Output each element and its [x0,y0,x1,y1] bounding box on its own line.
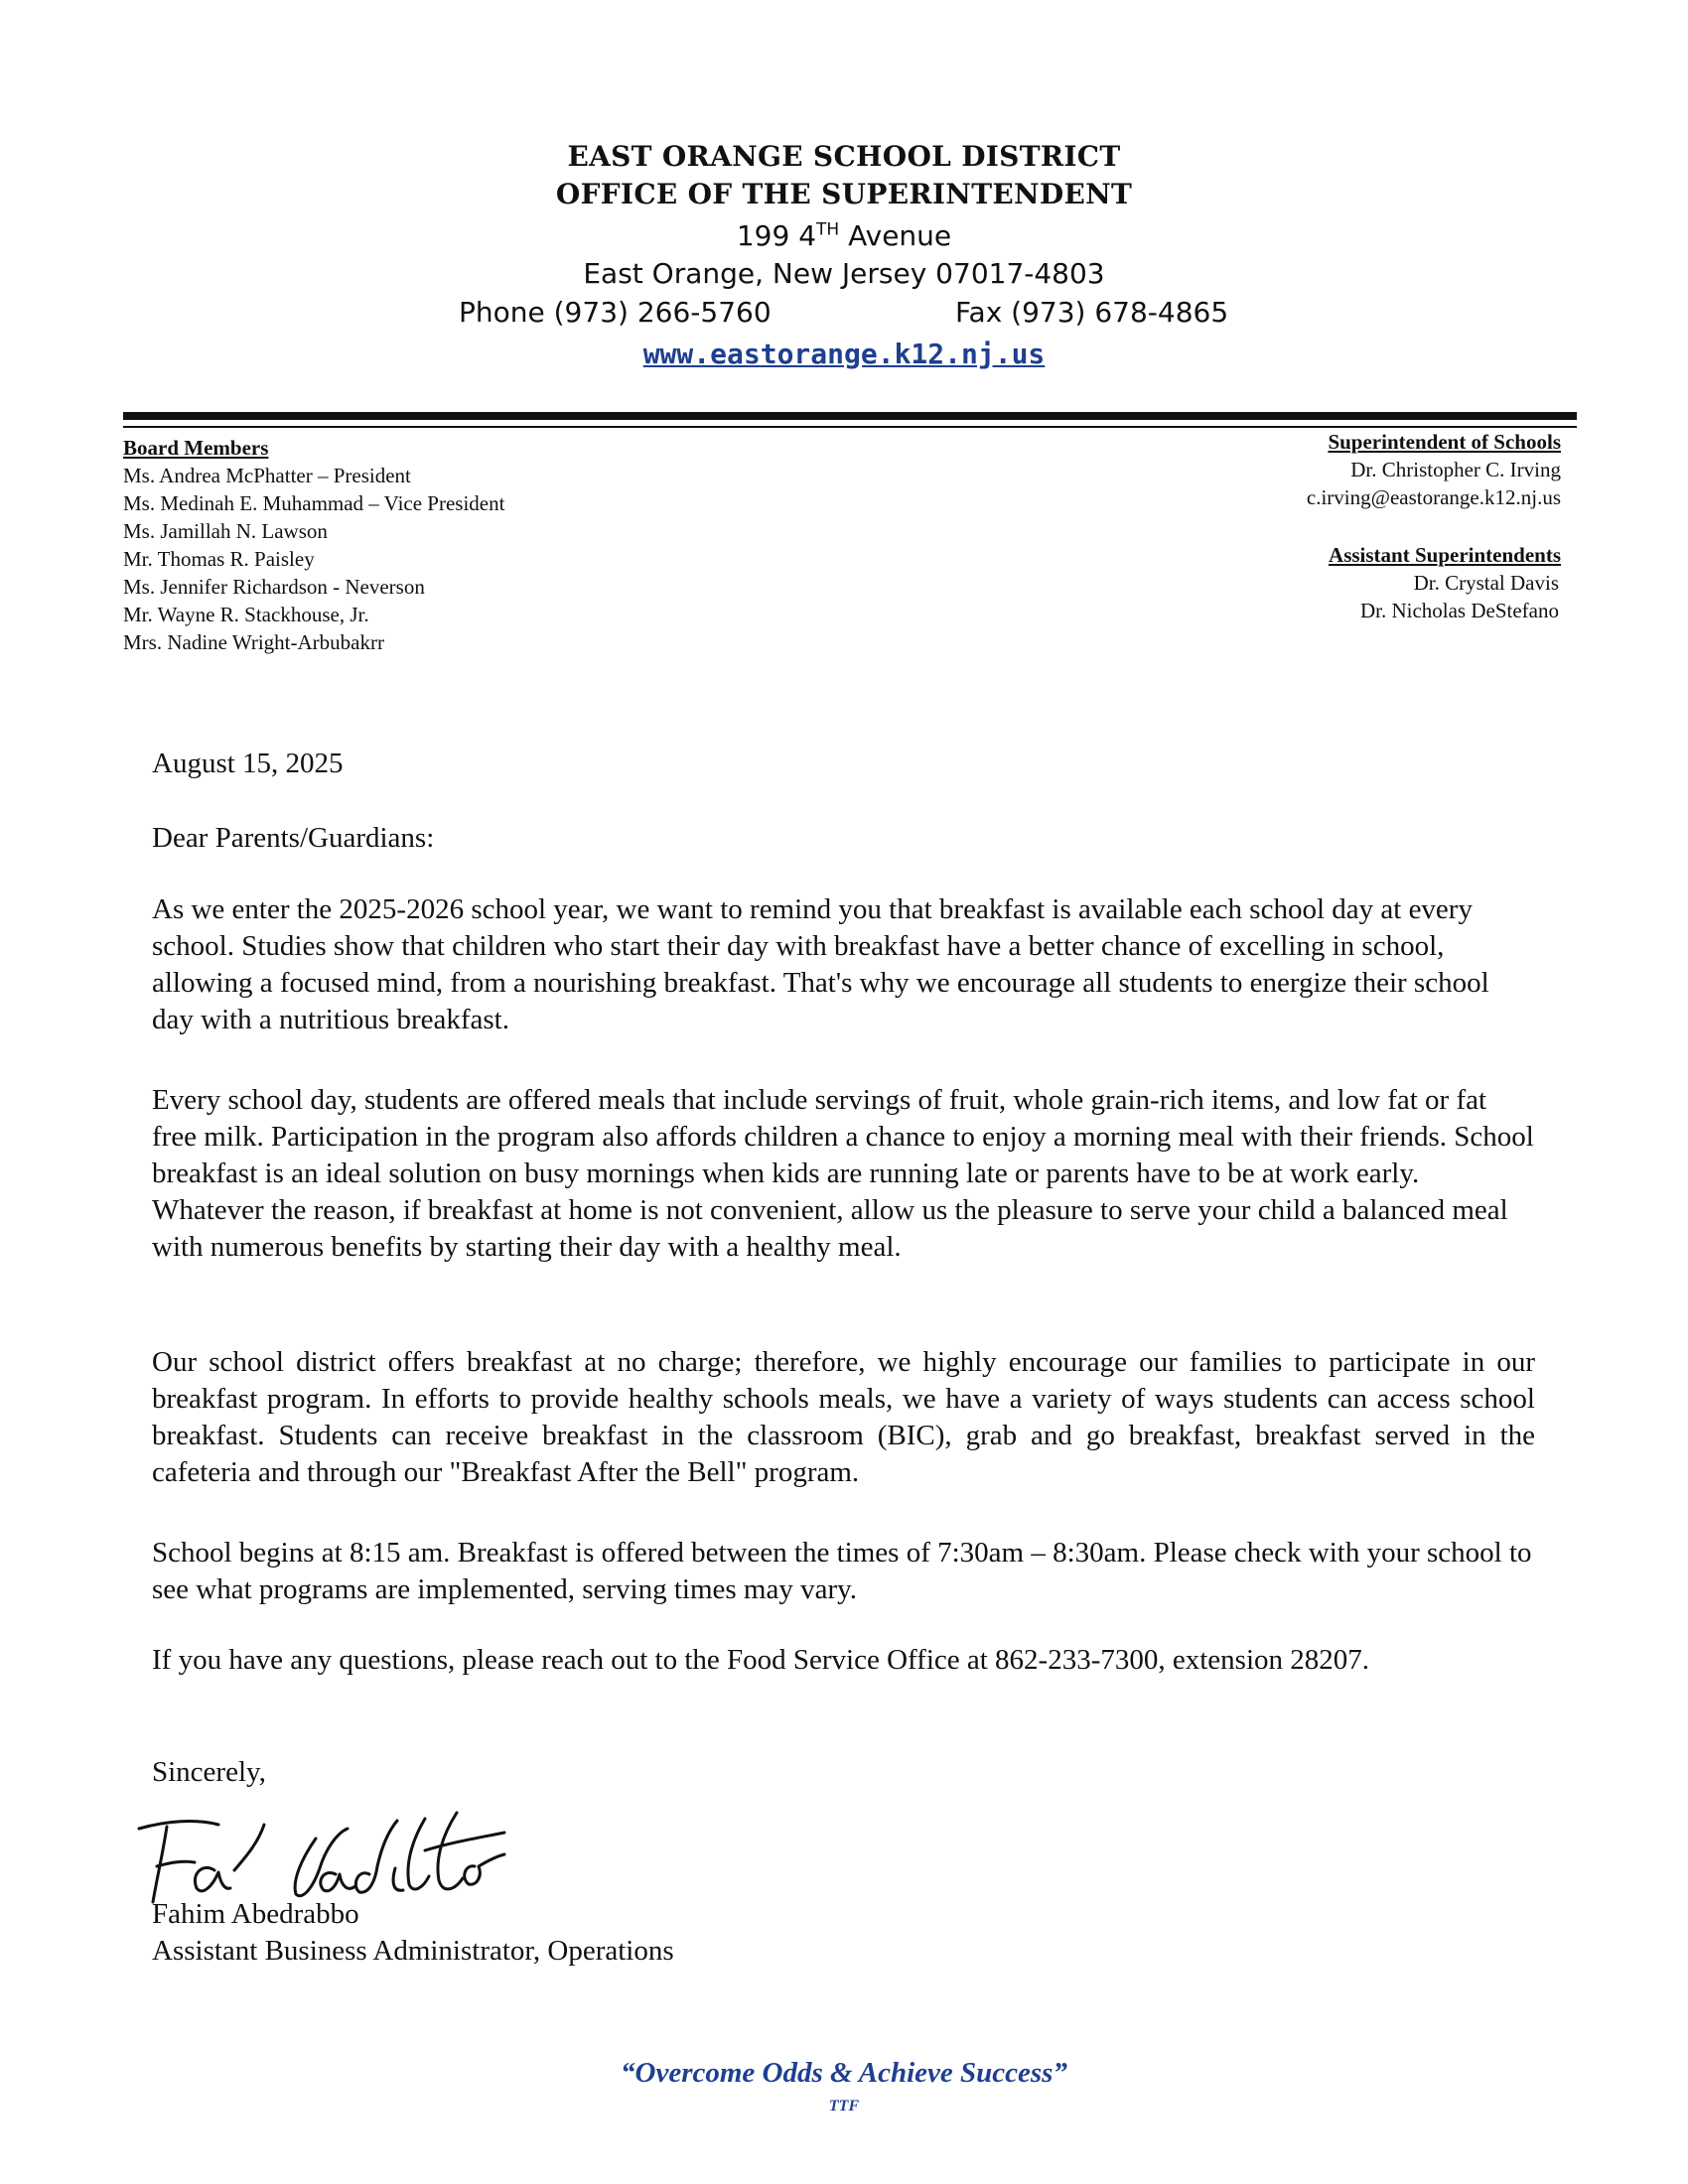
board-member: Mr. Thomas R. Paisley [123,547,315,571]
board-member: Ms. Jamillah N. Lawson [123,519,328,543]
letter-date: August 15, 2025 [152,748,344,779]
superintendent-block [1307,428,1561,511]
signer-block [152,1896,674,1970]
assistant-superintendents-block [1329,541,1561,624]
office-name: OFFICE OF THE SUPERINTENDENT [555,178,1133,210]
board-member: Ms. Jennifer Richardson - Neverson [123,575,425,599]
signer-title: Assistant Business Administrator, Operations [152,1935,674,1967]
board-member: Ms. Medinah E. Muhammad – Vice President [123,491,505,515]
header-divider [123,412,1577,420]
superintendent-name: Dr. Christopher C. Irving [1350,458,1561,481]
board-member: Mrs. Nadine Wright-Arbubakrr [123,630,384,654]
board-members-heading: Board Members [123,436,269,460]
phone-number: Phone (973) 266-5760 [459,296,772,329]
assistant-superintendents-heading: Assistant Superintendents [1329,543,1561,567]
body-paragraph: School begins at 8:15 am. Breakfast is offered between the times of 7:30am – 8:30am. Please check with your school to see what programs are implemented, serving times may vary. [152,1537,1532,1605]
district-name: EAST ORANGE SCHOOL DISTRICT [567,140,1121,173]
footer-initials: TTF [828,2098,860,2115]
assistant-superintendent-name: Dr. Nicholas DeStefano [1359,599,1559,622]
board-member: Mr. Wayne R. Stackhouse, Jr. [123,603,369,626]
city-line: East Orange, New Jersey 07017-4803 [583,257,1105,290]
fax-number: Fax (973) 678-4865 [955,296,1229,329]
body-paragraph: As we enter the 2025-2026 school year, we want to remind you that breakfast is available each school day at every school. Studies show that children who start their day with breakfast have a better chance of excelling in school, allowing a focused mind, from a nourishing breakfast. That's why we encourage all students to energize their school day with a nutritious breakfast. [152,893,1489,1035]
assistant-superintendent-name: Dr. Crystal Davis [1413,571,1559,595]
signer-name: Fahim Abedrabbo [152,1898,359,1930]
salutation: Dear Parents/Guardians: [152,822,435,854]
body-paragraph: Every school day, students are offered meals that include servings of fruit, whole grain-rich items, and low fat or fat free milk. Participation in the program also affords children a chance to enjoy a morning meal with their friends. School breakfast is an ideal solution on busy mornings when kids are running late or parents have to be at work early. Whatever the reason, if breakfast at home is not convenient, allow us the pleasure to serve your child a balanced meal with numerous benefits by starting their day with a healthy meal. [152,1084,1534,1263]
website-link[interactable]: www.eastorange.k12.nj.us [642,338,1046,370]
superintendent-email[interactable]: c.irving@eastorange.k12.nj.us [1306,485,1561,509]
street-address: 199 4TH Avenue [736,219,952,252]
superintendent-heading: Superintendent of Schools [1328,430,1561,454]
board-member: Ms. Andrea McPhatter – President [123,464,411,487]
body-paragraph: Our school district offers breakfast at no charge; therefore, we highly encourage our families to participate in our breakfast program. In efforts to provide healthy schools meals, we have a variety of ways students can access school breakfast. Students can receive breakfast in the classroom (BIC), grab and go breakfast, breakfast served in the cafeteria and through our "Breakfast After the Bell" program. [152,1346,1535,1488]
board-members-block [123,434,504,656]
closing: Sincerely, [152,1756,266,1788]
footer-motto: “Overcome Odds & Achieve Success” [621,2057,1067,2089]
body-paragraph: If you have any questions, please reach out to the Food Service Office at 862-233-7300, extension 28207. [152,1644,1370,1676]
